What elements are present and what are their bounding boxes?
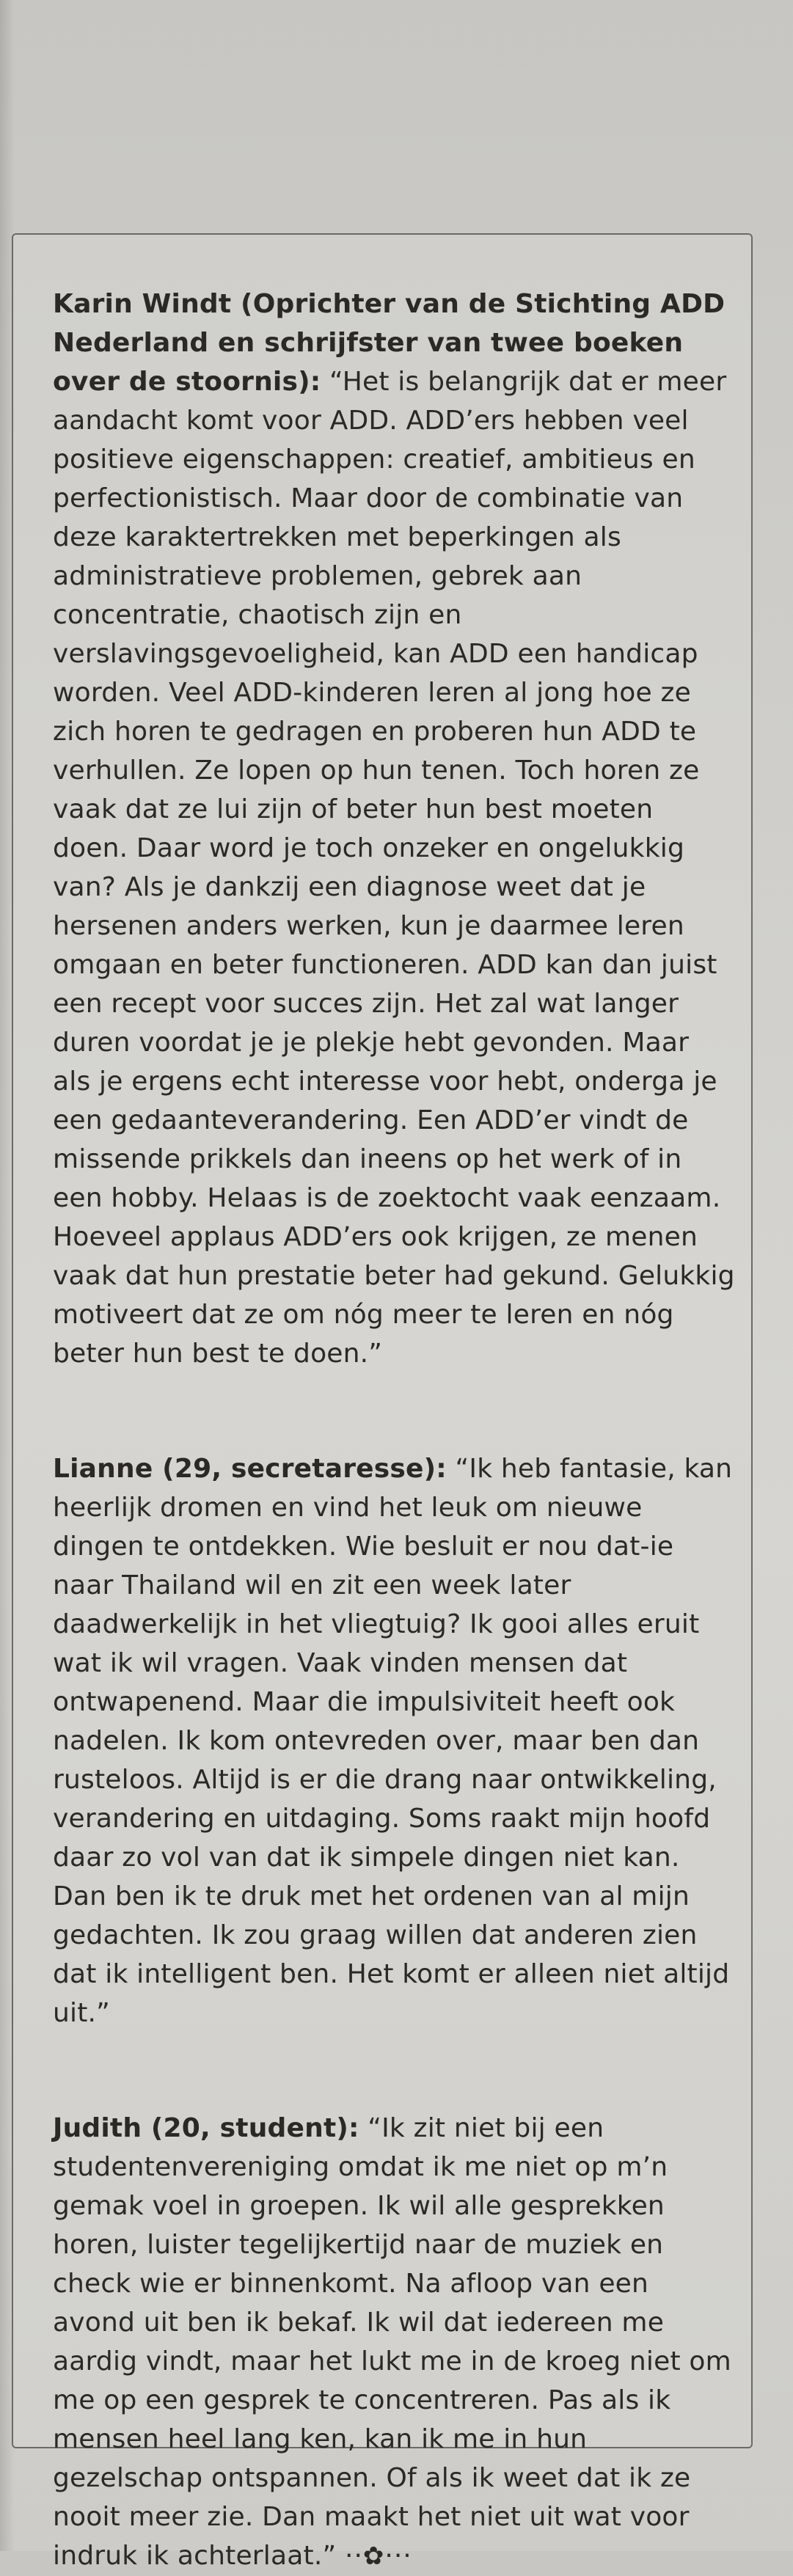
testimonial-lianne — [53, 1449, 735, 2032]
speaker-quote: “Ik heb fantasie, kan heerlijk dromen en vind het leuk om nieuwe dingen te ontdekken. Wie besluit er nou dat-ie naar Thailand wil en zit een week later daadwerkelijk in het vliegtuig? Ik gooi alles eruit wat ik wil vragen. Vaak vinden mensen dat ontwapenend. Maar die impulsiviteit heeft ook nadelen. Ik kom ontevreden over, maar ben dan rusteloos. Altijd is er die drang naar ontwikkeling, verandering en uitdaging. Soms raakt mijn hoofd daar zo vol van dat ik simpele dingen niet kan. Dan ben ik te druk met het ordenen van al mijn gedachten. Ik zou graag willen dat anderen zien dat ik intelligent ben. Het komt er alleen niet altijd uit.” — [53, 1454, 733, 2028]
end-dots-right: ··· — [384, 2541, 412, 2571]
flower-icon: ✿ — [362, 2542, 385, 2571]
testimonial-judith — [53, 2109, 735, 2576]
testimonial-karin — [53, 285, 735, 1373]
end-of-article-mark — [345, 2541, 412, 2571]
speaker-quote: “Ik zit niet bij een studentenvereniging omdat ik me niet op m’n gemak voel in groepen. Ik wil alle gesprekken horen, luister tegelijkertijd naar de muziek en check wie er binnenkomt. Na afloop van een avond uit ben ik bekaf. Ik wil dat iedereen me aardig vindt, maar het lukt me in de kroeg niet om me op een gesprek te concentreren. Pas als ik mensen heel lang ken, kan ik me in hun gezelschap ontspannen. Of als ik weet dat ik ze nooit meer zie. Dan maakt het niet uit wat voor indruk ik achterlaat.” — [53, 2113, 731, 2571]
end-dots-left: ·· — [345, 2541, 363, 2571]
speaker-name: Judith (20, student): — [53, 2113, 359, 2143]
speaker-quote: “Het is belangrijk dat er meer aandacht komt voor ADD. ADD’ers hebben veel positieve eigenschappen: creatief, ambitieus en perfectionistisch. Maar door de combinatie van deze karaktertrekken met beperkingen als administratieve problemen, gebrek aan concentratie, chaotisch zijn en verslavingsgevoeligheid, kan ADD een handicap worden. Veel ADD-kinderen leren al jong hoe ze zich horen te gedragen en proberen hun ADD te verhullen. Ze lopen op hun tenen. Toch horen ze vaak dat ze lui zijn of beter hun best moeten doen. Daar word je toch onzeker en ongelukkig van? Als je dankzij een diagnose weet dat je hersenen anders werken, kun je daarmee leren omgaan en beter functioneren. ADD kan dan juist een recept voor succes zijn. Het zal wat langer duren voordat je je plekje hebt gevonden. Maar als je ergens echt interesse voor hebt, onderga je een gedaanteverandering. Een ADD’er vindt de missende prikkels dan ineens op het werk of in een hobby. Helaas is de zoektocht vaak eenzaam. Hoeveel applaus ADD’ers ook krijgen, ze menen vaak dat hun prestatie beter had gekund. Gelukkig motiveert dat ze om nóg meer te leren en nóg beter hun best te doen.” — [53, 367, 735, 1369]
testimonials-column — [53, 285, 735, 2576]
speaker-name: Lianne (29, secretaresse): — [53, 1454, 447, 1484]
speaker-name: Karin Windt (Oprichter van de Stichting ADD Nederland en schrijfster van twee boeken over de stoornis): — [53, 289, 726, 397]
